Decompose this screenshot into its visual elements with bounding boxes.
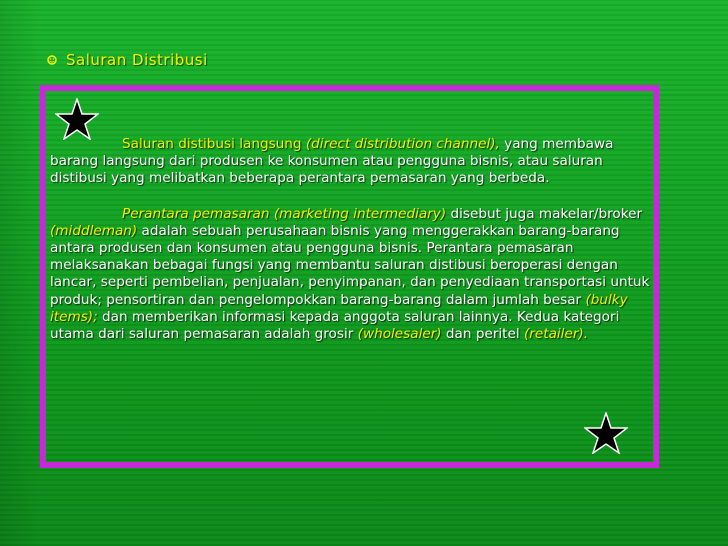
term-retailer: (retailer). [523, 326, 589, 343]
term-bulky-items: (bulky items); [50, 291, 628, 325]
paragraph2-text-d: dan peritel [441, 326, 524, 343]
sun-bullet-icon [46, 54, 58, 66]
star-icon [584, 412, 628, 454]
term-intermediary: Perantara pemasaran (marketing intermediary) [122, 205, 447, 222]
term-direct-channel: Saluran distibusi langsung [122, 136, 302, 152]
term-direct-channel-english: (direct distribution channel), [305, 136, 500, 152]
paragraph2-text-c: dan memberikan informasi kepada anggota saluran lainnya. Kedua kategori utama dari saluran pemasaran adalah grosir [50, 308, 620, 343]
paragraph-intermediary [50, 206, 653, 344]
paragraph1-line1-end: yang [499, 136, 538, 152]
paragraph1-text: membawa barang langsung dari produsen ke konsumen atau pengguna bisnis, atau saluran distibusi yang melibatkan beberapa perantara pemasaran yang berbeda. [50, 136, 614, 187]
term-wholesaler: (wholesaler) [357, 326, 442, 343]
slide-heading [46, 51, 208, 69]
term-middleman: (middleman) [50, 222, 138, 239]
slide-body [50, 136, 653, 361]
heading-text: Saluran Distribusi [66, 51, 208, 69]
star-icon [55, 98, 99, 140]
paragraph-direct-channel [50, 136, 653, 188]
paragraph2-text-b: adalah sebuah perusahaan bisnis yang menggerakkan barang-barang antara produsen dan konsumen atau pengguna bisnis. Perantara pemasaran melaksanakan bebagai fungsi yang membantu saluran distibusi beroperasi dengan lancar, seperti pembelian, penjualan, penyimpanan, dan penyediaan transportasi untuk produk; pensortiran dan pengelompokkan barang-barang dalam jumlah besar [50, 222, 650, 308]
paragraph2-text-a: disebut juga makelar/broker [446, 205, 643, 222]
